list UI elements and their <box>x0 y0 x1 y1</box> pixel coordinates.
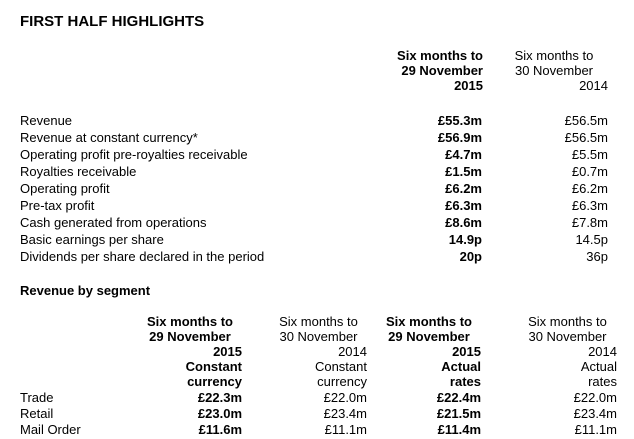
header-line: 2015 <box>452 344 481 359</box>
header-line: Actual <box>441 359 481 374</box>
row-prior: £5.5m <box>571 147 608 162</box>
header-line: 29 November <box>388 329 470 344</box>
row-label: Dividends per share declared in the period <box>20 249 265 264</box>
row-c3: £21.5m <box>436 406 481 421</box>
row-prior: 14.5p <box>575 232 608 247</box>
table-row <box>20 249 608 266</box>
row-current: £6.3m <box>445 198 482 213</box>
table-row <box>20 422 617 438</box>
header-line: Six months to <box>528 314 607 329</box>
header-line: 2015 <box>213 344 242 359</box>
row-prior: £6.3m <box>571 198 608 213</box>
header-line: 30 November <box>514 63 594 78</box>
header-line: Six months to <box>386 314 472 329</box>
row-current: £4.7m <box>445 147 482 162</box>
row-current: £6.2m <box>445 181 482 196</box>
row-label: Operating profit pre-royalties receivable <box>20 147 248 162</box>
row-c3: £11.4m <box>437 422 481 437</box>
segment-heading: Revenue by segment <box>20 283 151 298</box>
row-c2: £22.0m <box>323 390 367 405</box>
row-c4: £23.4m <box>573 406 617 421</box>
row-c2: £23.4m <box>323 406 367 421</box>
segment-header-col2 <box>270 314 367 389</box>
segment-header-col1 <box>138 314 242 389</box>
header-line: Six months to <box>147 314 233 329</box>
header-line: 2015 <box>454 78 483 93</box>
row-c2: £11.1m <box>324 422 367 437</box>
row-label: Retail <box>20 406 54 421</box>
header-line: Constant <box>314 359 367 374</box>
header-line: 29 November <box>149 329 231 344</box>
header-line: currency <box>317 374 367 389</box>
header-line: 2014 <box>338 344 367 359</box>
row-c4: £22.0m <box>573 390 617 405</box>
row-prior: £56.5m <box>564 130 608 145</box>
header-line: Six months to <box>279 314 358 329</box>
table-row <box>20 113 608 130</box>
header-line: 2014 <box>579 78 608 93</box>
row-current: £1.5m <box>445 164 482 179</box>
header-line: Six months to <box>397 48 483 63</box>
table-row <box>20 147 608 164</box>
row-c1: £22.3m <box>197 390 242 405</box>
row-c1: £11.6m <box>198 422 242 437</box>
table-row <box>20 164 608 181</box>
row-c3: £22.4m <box>436 390 481 405</box>
header-line: 30 November <box>279 329 358 344</box>
row-label: Basic earnings per share <box>20 232 164 247</box>
segment-header-col3 <box>377 314 481 389</box>
header-line: 30 November <box>528 329 607 344</box>
header-line: 2014 <box>588 344 617 359</box>
row-label: Operating profit <box>20 181 110 196</box>
segment-header-col4 <box>518 314 617 389</box>
row-label: Royalties receivable <box>20 164 137 179</box>
header-line: Constant <box>185 359 242 374</box>
row-c4: £11.1m <box>574 422 617 437</box>
row-label: Revenue at constant currency* <box>20 130 198 145</box>
row-current: 14.9p <box>448 232 482 247</box>
row-label: Pre-tax profit <box>20 198 95 213</box>
header-line: 29 November <box>401 63 483 78</box>
table-row <box>20 406 617 422</box>
table-row <box>20 198 608 215</box>
header-line: rates <box>588 374 617 389</box>
row-prior: 36p <box>586 249 608 264</box>
table-row <box>20 181 608 198</box>
page-title: FIRST HALF HIGHLIGHTS <box>20 13 205 30</box>
header-line: rates <box>449 374 481 389</box>
row-current: £8.6m <box>445 215 482 230</box>
row-prior: £0.7m <box>571 164 608 179</box>
row-current: £56.9m <box>437 130 482 145</box>
header-line: currency <box>187 374 242 389</box>
row-label: Mail Order <box>20 422 81 437</box>
row-prior: £56.5m <box>564 113 608 128</box>
row-label: Revenue <box>20 113 73 128</box>
row-label: Trade <box>20 390 54 405</box>
table-row <box>20 130 608 147</box>
table-row <box>20 390 617 406</box>
row-c1: £23.0m <box>197 406 242 421</box>
highlights-header-current <box>370 48 483 93</box>
table-row <box>20 215 608 232</box>
row-label: Cash generated from operations <box>20 215 207 230</box>
header-line: Six months to <box>514 48 594 63</box>
highlights-header-prior <box>500 48 608 93</box>
table-row <box>20 232 608 249</box>
row-current: £55.3m <box>437 113 482 128</box>
row-prior: £6.2m <box>571 181 608 196</box>
header-line: Actual <box>580 359 617 374</box>
row-current: 20p <box>459 249 482 264</box>
row-prior: £7.8m <box>571 215 608 230</box>
